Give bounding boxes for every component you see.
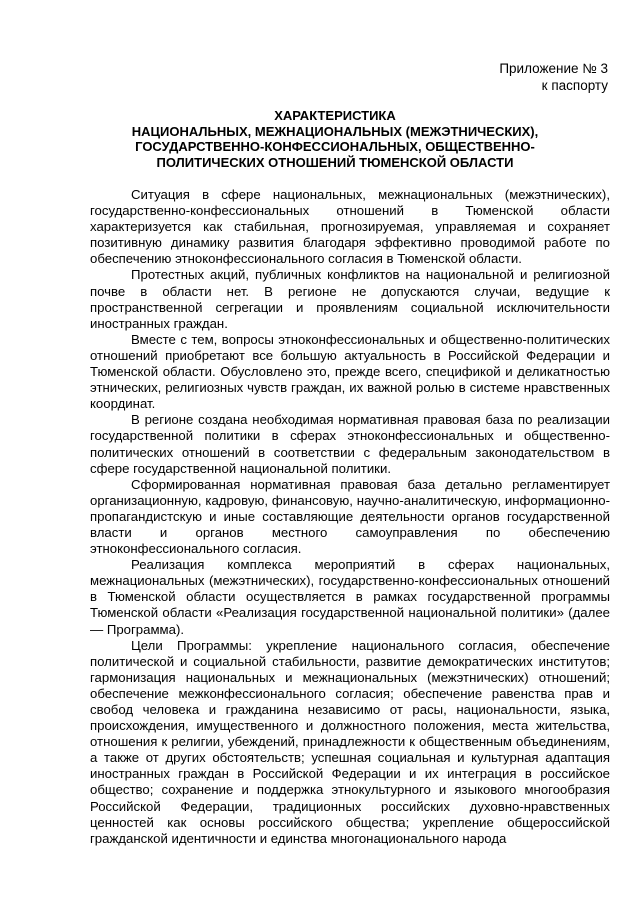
- title-line-4: ПОЛИТИЧЕСКИХ ОТНОШЕНИЙ ТЮМЕНСКОЙ ОБЛАСТИ: [156, 154, 514, 170]
- paragraph-situation: Ситуация в сфере национальных, межнациональных (межэтнических), государственно-конфессиональных отношений в Тюменской области характеризуется как стабильная, прогнозируемая, управляемая и сохраняет позитивную динамику развития благодаря эффективно проводимой работе по обеспечению этноконфессионального согласия в Тюменской области.: [90, 187, 610, 267]
- paragraph-regulation: Сформированная нормативная правовая база детально регламентирует организационную, кадровую, финансовую, научно-аналитическую, информационно-пропагандистскую и иные составляющие деятельности органов государственной власти и органов местного самоуправления по обеспечению этноконфессионального согласия.: [90, 476, 610, 557]
- appendix-number: Приложение № 3: [499, 61, 608, 76]
- appendix-reference: к паспорту: [541, 78, 608, 93]
- paragraph-no-protests: Протестных акций, публичных конфликтов на национальной и религиозной почве в области нет. В регионе не допускаются случаи, ведущие к пространственной сегрегации и проявлениям социальной исключительности иностранных граждан.: [90, 267, 610, 331]
- paragraph-legal-base: В регионе создана необходимая нормативная правовая база по реализации государственной политики в сферах этноконфессиональных и общественно-политических отношений в соответствии с федеральным законодательством в сфере государственной национальной политики.: [90, 412, 610, 476]
- document-title: [80, 108, 590, 170]
- paragraph-relevance: Вместе с тем, вопросы этноконфессиональных и общественно-политических отношений приобретают все большую актуальность в Российской Федерации и Тюменской области. Обусловлено это, прежде всего, спецификой и деликатностью этнических, религиозных чувств граждан, их важной ролью в системе нравственных координат.: [90, 331, 610, 412]
- appendix-note: [499, 60, 608, 94]
- title-line-1: ХАРАКТЕРИСТИКА: [274, 108, 396, 123]
- paragraph-program: Реализация комплекса мероприятий в сферах национальных, межнациональных (межэтнических), государственно-конфессиональных отношений в Тюменской области осуществляется в рамках государственной программы Тюменской области «Реализация государственной национальной политики» (далее — Программа).: [90, 557, 610, 637]
- paragraph-program-goals: Цели Программы: укрепление национального согласия, обеспечение политической и социальной стабильности, развитие демократических институтов; гармонизация национальных и межнациональных (межэтнических) отношений; обеспечение межконфессионального согласия; обеспечение равенства прав и свобод человека и гражданина независимо от расы, национальности, языка, происхождения, имущественного и должностного положения, места жительства, отношения к религии, убеждений, принадлежности к общественным объединениям, а также от других обстоятельств; успешная социальная и культурная адаптация иностранных граждан в Российской Федерации и их интеграция в российское общество; сохранение и поддержка этнокультурного и языкового многообразия Российской Федерации, традиционных российских духовно-нравственных ценностей как основы российского общества; укрепление общероссийской гражданской идентичности и единства многонационального народа: [90, 637, 610, 846]
- title-line-2: НАЦИОНАЛЬНЫХ, МЕЖНАЦИОНАЛЬНЫХ (МЕЖЭТНИЧЕСКИХ),: [131, 123, 539, 139]
- title-line-3: ГОСУДАРСТВЕННО-КОНФЕССИОНАЛЬНЫХ, ОБЩЕСТВЕННО-: [135, 139, 535, 155]
- document-body: [90, 187, 610, 847]
